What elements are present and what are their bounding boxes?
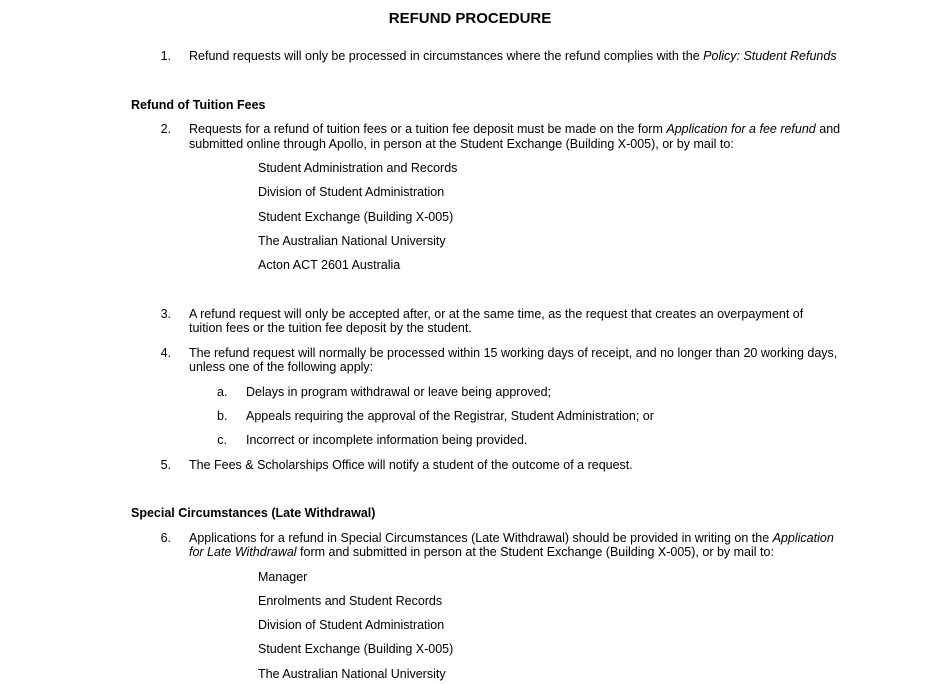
form-name-fee-refund: Application for a fee refund (666, 122, 816, 136)
item-2-line-1 (189, 122, 840, 136)
item-6-line-2 (189, 545, 774, 559)
item-number-3: 3. (160, 307, 171, 321)
address-line: Division of Student Administration (258, 185, 445, 199)
section-heading-special-circumstances: Special Circumstances (Late Withdrawal) (131, 506, 376, 520)
item-2-line-2: submitted online through Apollo, in person at the Student Exchange (Building X-005), or by mail to: (189, 137, 734, 151)
subitem-text-a: Delays in program withdrawal or leave being approved; (246, 385, 552, 399)
item-2-line-1-before: Requests for a refund of tuition fees or a tuition fee deposit must be made on the form (189, 122, 667, 136)
item-2-line-1-after: and (815, 122, 841, 136)
address-line: Acton ACT 2601 Australia (258, 258, 401, 272)
item-6-line-1-before: Applications for a refund in Special Circumstances (Late Withdrawal) should be provided in writing on the (189, 531, 773, 545)
item-6-line-1 (189, 531, 834, 545)
subitem-text-b: Appeals requiring the approval of the Registrar, Student Administration; or (246, 409, 654, 423)
address-line: Enrolments and Student Records (258, 594, 443, 608)
address-line: Student Exchange (Building X-005) (258, 210, 454, 224)
item-text-1 (189, 49, 837, 63)
item-number-6: 6. (160, 531, 171, 545)
item-1-text: Refund requests will only be processed in circumstances where the refund complies with the (189, 49, 704, 63)
address-line: The Australian National University (258, 234, 446, 248)
item-text-5: The Fees & Scholarships Office will notify a student of the outcome of a request. (189, 458, 633, 472)
form-name-application: Application (772, 531, 834, 545)
subitem-letter-a: a. (217, 385, 228, 399)
address-line: Student Administration and Records (258, 161, 458, 175)
page-title: REFUND PROCEDURE (388, 10, 552, 27)
item-4-line-2: unless one of the following apply: (189, 360, 374, 374)
address-line: Manager (258, 570, 308, 584)
policy-reference: Policy: Student Refunds (703, 49, 837, 63)
item-number-2: 2. (160, 122, 171, 136)
subitem-letter-c: c. (217, 433, 227, 447)
subitem-letter-b: b. (217, 409, 228, 423)
item-3-line-1: A refund request will only be accepted after, or at the same time, as the request that creates an overpayment of (189, 307, 804, 321)
item-number-4: 4. (160, 346, 171, 360)
subitem-text-c: Incorrect or incomplete information being provided. (246, 433, 528, 447)
item-4-line-1: The refund request will normally be processed within 15 working days of receipt, and no longer than 20 working days, (189, 346, 838, 360)
item-3-line-2: tuition fees or the tuition fee deposit by the student. (189, 321, 472, 335)
address-line: The Australian National University (258, 667, 446, 681)
section-heading-tuition-fees: Refund of Tuition Fees (131, 98, 266, 112)
item-6-line-2-after: form and submitted in person at the Student Exchange (Building X-005), or by mail to: (296, 545, 774, 559)
item-number-5: 5. (160, 458, 171, 472)
address-line: Student Exchange (Building X-005) (258, 642, 454, 656)
form-name-late-withdrawal: for Late Withdrawal (189, 545, 297, 559)
address-line: Division of Student Administration (258, 618, 445, 632)
item-number-1: 1. (160, 49, 171, 63)
